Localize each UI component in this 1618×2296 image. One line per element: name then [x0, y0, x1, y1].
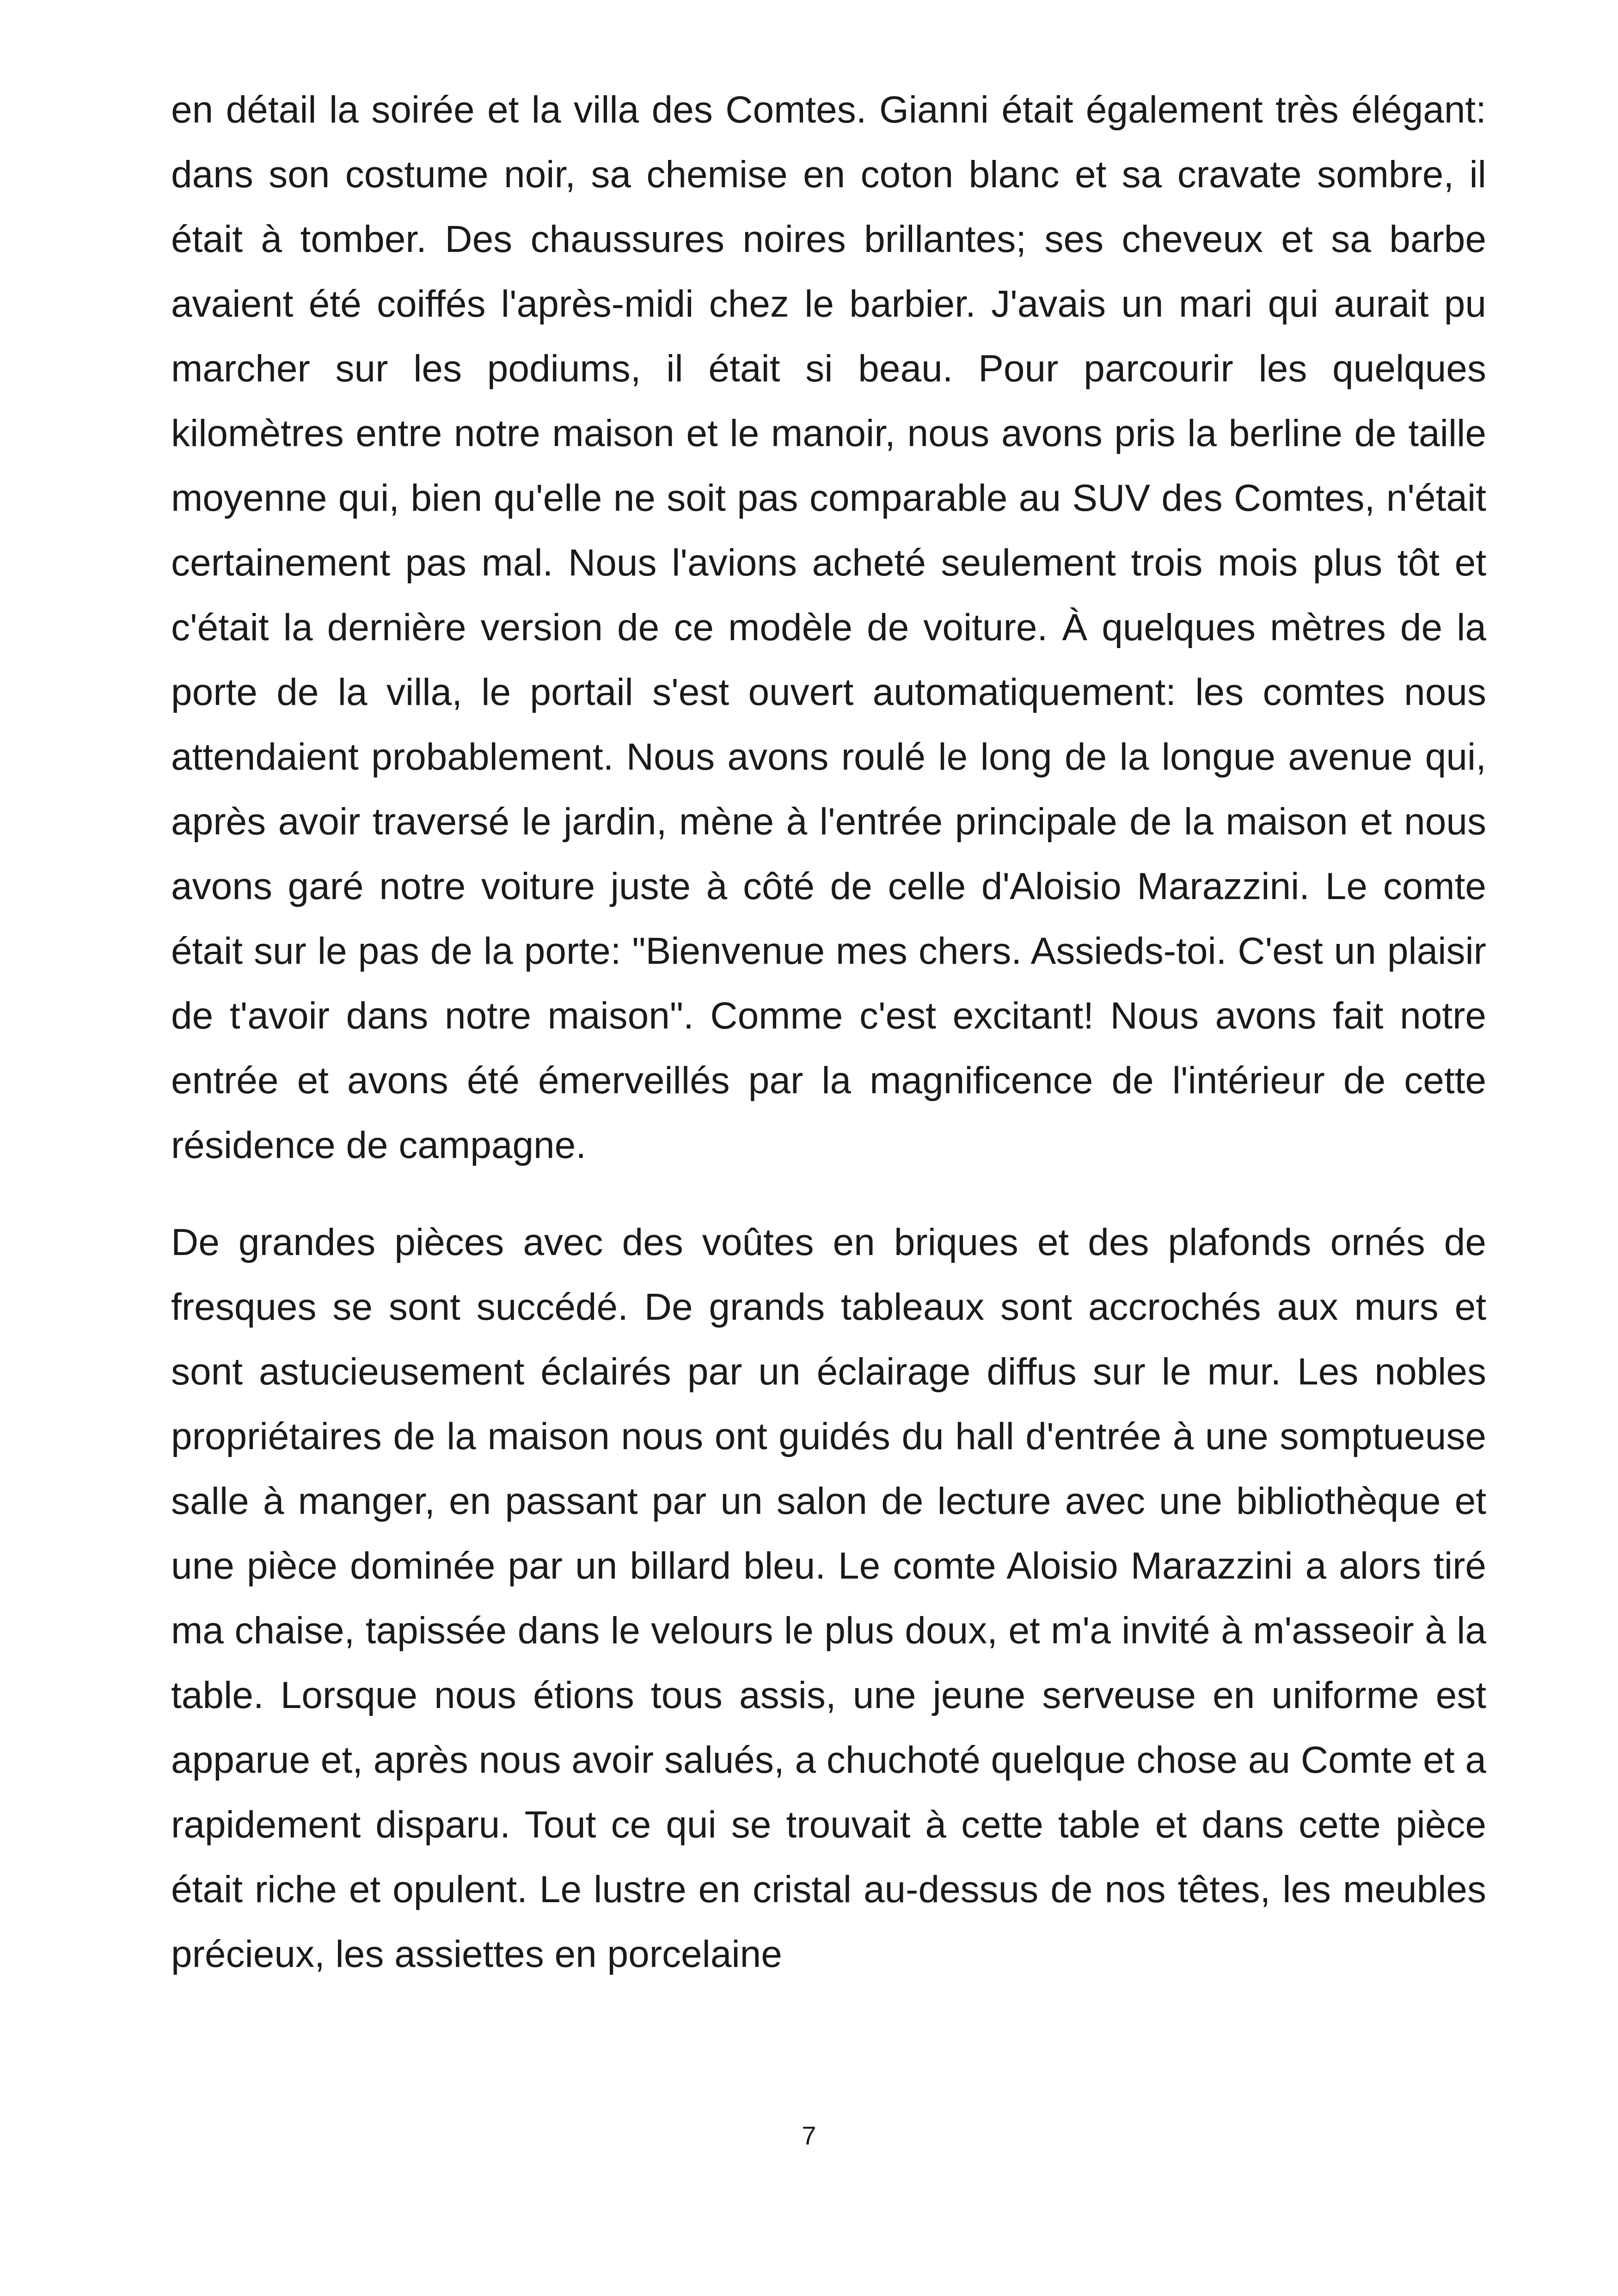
paragraph-1: en détail la soirée et la villa des Comtes. Gianni était également très élégant: dans son costume noir, sa chemise en coton blanc et sa cravate sombre, il était à tomber. Des chaussures noires brillantes; ses cheveux et sa barbe avaient été coiffés l'après-midi chez le barbier. J'avais un mari qui aurait pu marcher sur les podiums, il était si beau. Pour parcourir les quelques kilomètres entre notre maison et le manoir, nous avons pris la berline de taille moyenne qui, bien qu'elle ne soit pas comparable au SUV des Comtes, n'était certainement pas mal. Nous l'avions acheté seulement trois mois plus tôt et c'était la dernière version de ce modèle de voiture. À quelques mètres de la porte de la villa, le portail s'est ouvert automatiquement: les comtes nous attendaient probablement. Nous avons roulé le long de la longue avenue qui, après avoir traversé le jardin, mène à l'entrée principale de la maison et nous avons garé notre voiture juste à côté de celle d'Aloisio Marazzini. Le comte était sur le pas de la porte: "Bienvenue mes chers. Assieds-toi. C'est un plaisir de t'avoir dans notre maison". Comme c'est excitant! Nous avons fait notre entrée et avons été émerveillés par la magnificence de l'intérieur de cette résidence de campagne. [171, 89, 1486, 1166]
page-number: 7 [802, 2121, 816, 2150]
body-text [171, 78, 1486, 1987]
paragraph-2: De grandes pièces avec des voûtes en briques et des plafonds ornés de fresques se sont succédé. De grands tableaux sont accrochés aux murs et sont astucieusement éclairés par un éclairage diffus sur le mur. Les nobles propriétaires de la maison nous ont guidés du hall d'entrée à une somptueuse salle à manger, en passant par un salon de lecture avec une bibliothèque et une pièce dominée par un billard bleu. Le comte Aloisio Marazzini a alors tiré ma chaise, tapissée dans le velours le plus doux, et m'a invité à m'asseoir à la table. Lorsque nous étions tous assis, une jeune serveuse en uniforme est apparue et, après nous avoir salués, a chuchoté quelque chose au Comte et a rapidement disparu. Tout ce qui se trouvait à cette table et dans cette pièce était riche et opulent. Le lustre en cristal au-dessus de nos têtes, les meubles précieux, les assiettes en porcelaine [171, 1221, 1486, 1975]
